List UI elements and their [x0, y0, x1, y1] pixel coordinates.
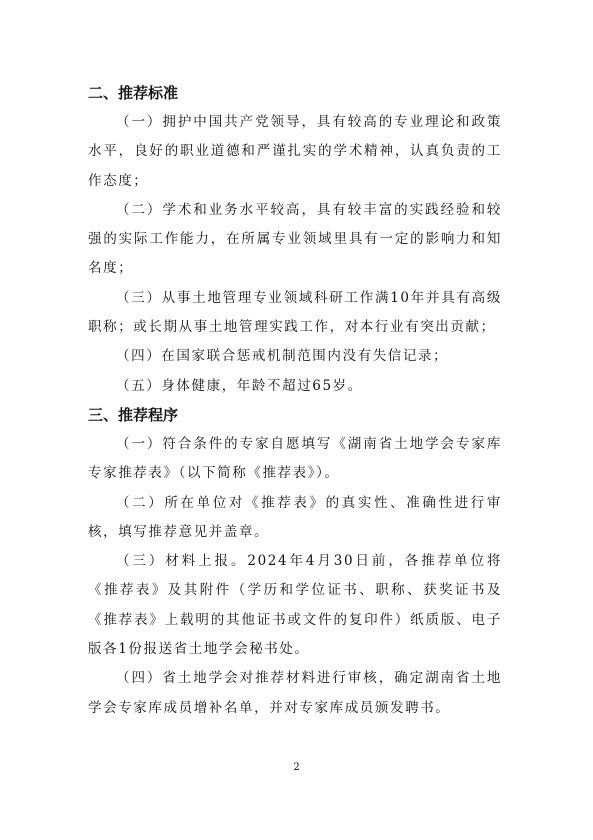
- procedure-paragraph-3: （三）材料上报。2024年4月30日前，各推荐单位将《推荐表》及其附件（学历和学位证书、职称、获奖证书及《推荐表》上载明的其他证书或文件的复印件）纸质版、电子版各1份报送省土地学会秘书处。: [88, 553, 502, 658]
- section-heading-recommendation-criteria: 二、推荐标准: [88, 84, 179, 102]
- section-heading-recommendation-procedure: 三、推荐程序: [88, 405, 179, 424]
- document-body: [88, 79, 502, 723]
- criteria-paragraph-3: （三）从事土地管理专业领域科研工作满10年并具有高级职称；或长期从事土地管理实践工作，对本行业有突出贡献；: [88, 289, 502, 336]
- procedure-paragraph-1: （一）符合条件的专家自愿填写《湖南省土地学会专家库专家推荐表》（以下简称《推荐表》）。: [88, 435, 502, 482]
- procedure-paragraph-4: （四）省土地学会对推荐材料进行审核，确定湖南省土地学会专家库成员增补名单，并对专家库成员颁发聘书。: [88, 670, 502, 716]
- criteria-paragraph-1: （一）拥护中国共产党领导，具有较高的专业理论和政策水平，良好的职业道德和严谨扎实的学术精神，认真负责的工作态度；: [88, 114, 502, 189]
- criteria-paragraph-2: （二）学术和业务水平较高，具有较丰富的实践经验和较强的实际工作能力，在所属专业领域里具有一定的影响力和知名度；: [88, 201, 502, 277]
- criteria-paragraph-5: （五）身体健康，年龄不超过65岁。: [116, 377, 363, 394]
- page-number: 2: [293, 762, 300, 773]
- procedure-paragraph-2: （二）所在单位对《推荐表》的真实性、准确性进行审核，填写推荐意见并盖章。: [88, 494, 502, 540]
- criteria-paragraph-4: （四）在国家联合惩戒机制范围内没有失信记录；: [116, 348, 449, 365]
